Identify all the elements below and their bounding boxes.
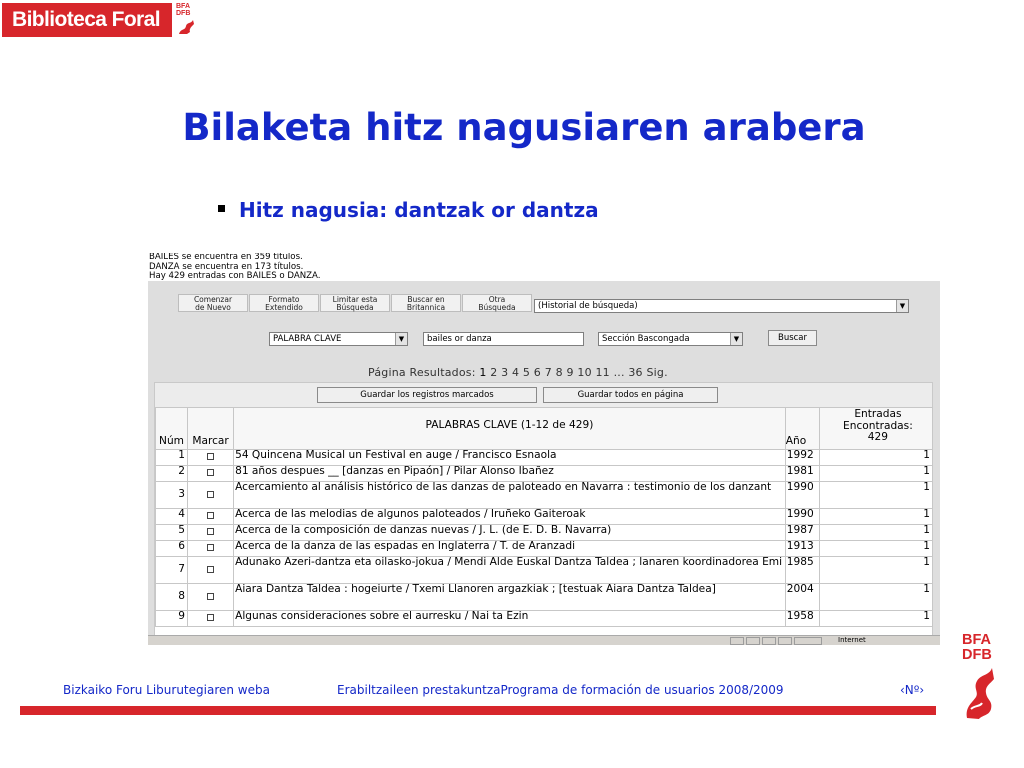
row-mark-checkbox[interactable]	[188, 482, 234, 509]
row-title-link[interactable]: Algunas consideraciones sobre el aurresku / Nai ta Ezin	[234, 611, 786, 627]
row-mark-checkbox[interactable]	[188, 450, 234, 466]
col-entries-header: Entradas Encontradas: 429	[819, 408, 932, 450]
table-row	[156, 482, 933, 509]
results-table	[155, 407, 933, 627]
checkbox-icon[interactable]	[207, 593, 214, 600]
row-title-link[interactable]: 54 Quincena Musical un Festival en auge / Francisco Esnaola	[234, 450, 786, 466]
table-row	[156, 557, 933, 584]
status-cell	[730, 637, 744, 645]
pager-current-page: 1	[479, 366, 487, 379]
row-entries: 1	[819, 525, 932, 541]
bullet-text: Hitz nagusia: dantzak or dantza	[239, 198, 599, 222]
footer-center-text: Erabiltzaileen prestakuntzaPrograma de formación de usuarios 2008/2009	[337, 683, 784, 697]
checkbox-icon[interactable]	[207, 528, 214, 535]
row-year: 1990	[785, 509, 819, 525]
col-num-header: Núm	[156, 408, 188, 450]
status-cell	[778, 637, 792, 645]
search-button[interactable]: Buscar	[768, 330, 817, 346]
row-num: 2	[156, 466, 188, 482]
row-entries: 1	[819, 611, 932, 627]
pager-page-links[interactable]: 2 3 4 5 6 7 8 9 10 11 ... 36 Sig.	[490, 366, 668, 379]
row-entries: 1	[819, 450, 932, 466]
chevron-down-icon[interactable]: ▼	[896, 300, 908, 312]
footer-slide-number: ‹Nº›	[900, 683, 925, 697]
extended-format-label-1: Formato	[268, 295, 300, 304]
field-select[interactable]	[269, 332, 408, 346]
other-search-label-2: Búsqueda	[478, 303, 516, 312]
col-title-header[interactable]: PALABRAS CLAVE (1-12 de 429)	[234, 408, 786, 450]
row-mark-checkbox[interactable]	[188, 466, 234, 482]
row-entries: 1	[819, 466, 932, 482]
save-marked-button[interactable]: Guardar los registros marcados	[317, 387, 537, 403]
table-row	[156, 611, 933, 627]
footer-red-bar	[20, 706, 936, 715]
logo-mark-top: BFA	[176, 3, 190, 10]
chevron-down-icon[interactable]: ▼	[730, 333, 742, 345]
search-info	[149, 253, 321, 282]
row-title-link[interactable]: Acercamiento al análisis histórico de las danzas de paloteado en Navarra : testimonio de los danzant	[234, 482, 786, 509]
row-num: 8	[156, 584, 188, 611]
bullet-square-icon	[218, 205, 225, 212]
dragon-emblem-icon	[962, 663, 996, 721]
limit-search-button[interactable]	[320, 294, 390, 312]
pager-label: Página Resultados:	[368, 366, 476, 379]
start-over-button[interactable]	[178, 294, 248, 312]
row-entries: 1	[819, 584, 932, 611]
results-grid	[154, 382, 933, 645]
extended-format-label-2: Extendido	[265, 303, 303, 312]
table-row	[156, 584, 933, 611]
row-num: 4	[156, 509, 188, 525]
britannica-label-1: Buscar en	[407, 295, 445, 304]
row-year: 2004	[785, 584, 819, 611]
row-mark-checkbox[interactable]	[188, 557, 234, 584]
checkbox-icon[interactable]	[207, 566, 214, 573]
row-year: 1992	[785, 450, 819, 466]
col-year-header: Año	[785, 408, 819, 450]
checkbox-icon[interactable]	[207, 614, 214, 621]
row-num: 5	[156, 525, 188, 541]
results-pager	[368, 366, 668, 379]
col-mark-header: Marcar	[188, 408, 234, 450]
checkbox-icon[interactable]	[207, 544, 214, 551]
row-title-link[interactable]: Acerca de la composición de danzas nuevas / J. L. (de E. D. B. Navarra)	[234, 525, 786, 541]
checkbox-icon[interactable]	[207, 491, 214, 498]
footer-left-text: Bizkaiko Foru Liburutegiaren weba	[63, 683, 270, 697]
limit-search-label-1: Limitar esta	[332, 295, 378, 304]
search-history-select[interactable]	[534, 299, 909, 313]
status-cell	[794, 637, 822, 645]
biblioteca-foral-logo: Biblioteca Foral	[2, 3, 172, 37]
row-entries: 1	[819, 557, 932, 584]
row-year: 1913	[785, 541, 819, 557]
row-year: 1985	[785, 557, 819, 584]
row-mark-checkbox[interactable]	[188, 611, 234, 627]
row-num: 3	[156, 482, 188, 509]
row-mark-checkbox[interactable]	[188, 584, 234, 611]
table-row	[156, 509, 933, 525]
row-year: 1987	[785, 525, 819, 541]
table-row	[156, 525, 933, 541]
row-title-link[interactable]: 81 años despues __ [danzas en Pipaón] / Pilar Alonso Ibañez	[234, 466, 786, 482]
row-mark-checkbox[interactable]	[188, 541, 234, 557]
other-search-button[interactable]	[462, 294, 532, 312]
row-title-link[interactable]: Adunako Azeri-dantza eta oilasko-jokua / Mendi Alde Euskal Dantza Taldea ; lanaren koordinadorea Emi	[234, 557, 786, 584]
footer-logo-top: BFA	[962, 632, 991, 648]
table-row	[156, 450, 933, 466]
info-line-1: BAILES se encuentra en 359 títulos.	[149, 253, 303, 262]
catalog-screenshot	[148, 253, 940, 645]
row-num: 6	[156, 541, 188, 557]
row-title-link[interactable]: Acerca de la danza de las espadas en Inglaterra / T. de Aranzadi	[234, 541, 786, 557]
status-cell	[746, 637, 760, 645]
row-mark-checkbox[interactable]	[188, 509, 234, 525]
row-title-link[interactable]: Aiara Dantza Taldea : hogeiurte / Txemi Llanoren argazkiak ; [testuak Aiara Dantza Taldea]	[234, 584, 786, 611]
start-over-label-2: de Nuevo	[195, 303, 231, 312]
internet-zone-label: Internet	[838, 636, 866, 644]
browser-status-bar	[148, 635, 940, 645]
bfa-dfb-logo-icon	[176, 3, 198, 39]
field-select-value: PALABRA CLAVE	[273, 334, 342, 344]
table-header-row	[156, 408, 933, 450]
start-over-label-1: Comenzar	[193, 295, 233, 304]
other-search-label-1: Otra	[488, 295, 506, 304]
info-line-3: Hay 429 entradas con BAILES o DANZA.	[149, 271, 321, 281]
row-year: 1958	[785, 611, 819, 627]
slide-title: Bilaketa hitz nagusiaren arabera	[182, 106, 866, 149]
footer-logo-bottom: DFB	[962, 647, 992, 663]
row-entries: 1	[819, 509, 932, 525]
row-year: 1981	[785, 466, 819, 482]
checkbox-icon[interactable]	[207, 453, 214, 460]
row-year: 1990	[785, 482, 819, 509]
limit-search-label-2: Búsqueda	[336, 303, 374, 312]
bullet-keyword	[218, 198, 599, 222]
search-history-value: (Historial de búsqueda)	[538, 301, 638, 311]
dragon-emblem-icon	[176, 17, 196, 37]
search-britannica-button[interactable]	[391, 294, 461, 312]
info-line-2: DANZA se encuentra en 173 títulos.	[149, 261, 304, 272]
row-title-link[interactable]: Acerca de las melodias de algunos paloteados / Iruñeko Gaiteroak	[234, 509, 786, 525]
checkbox-icon[interactable]	[207, 512, 214, 519]
results-action-bar	[155, 383, 932, 407]
logo-mark-bottom: DFB	[176, 10, 191, 17]
search-input[interactable]: bailes or danza	[423, 332, 584, 346]
row-mark-checkbox[interactable]	[188, 525, 234, 541]
row-num: 9	[156, 611, 188, 627]
chevron-down-icon[interactable]: ▼	[395, 333, 407, 345]
save-page-button[interactable]: Guardar todos en página	[543, 387, 718, 403]
row-num: 1	[156, 450, 188, 466]
britannica-label-2: Britannica	[406, 303, 446, 312]
checkbox-icon[interactable]	[207, 469, 214, 476]
row-entries: 1	[819, 482, 932, 509]
row-num: 7	[156, 557, 188, 584]
section-select-value: Sección Bascongada	[602, 334, 690, 344]
bfa-dfb-footer-logo	[962, 633, 996, 725]
status-cell	[762, 637, 776, 645]
extended-format-button[interactable]	[249, 294, 319, 312]
table-row	[156, 541, 933, 557]
row-entries: 1	[819, 541, 932, 557]
section-select[interactable]	[598, 332, 743, 346]
table-row	[156, 466, 933, 482]
